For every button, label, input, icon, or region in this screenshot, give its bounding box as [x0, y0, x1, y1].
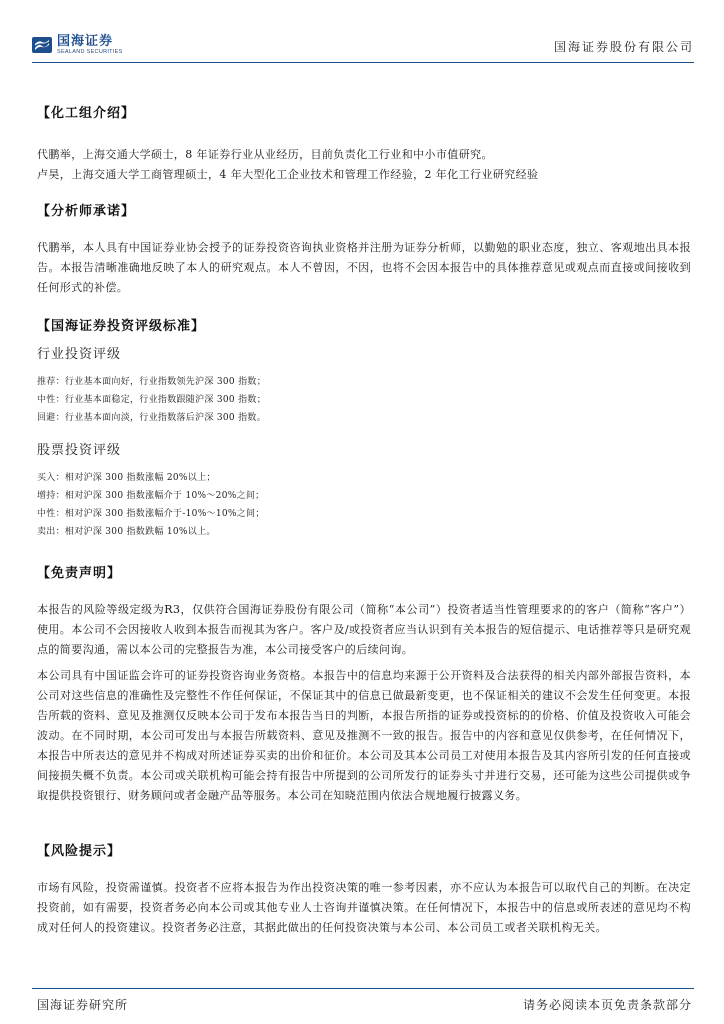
- sealand-logo-icon: [32, 35, 52, 55]
- stock-rating-title: 股票投资评级: [37, 443, 122, 458]
- team-section-title: 【化工组介绍】: [37, 106, 136, 121]
- team-member: 卢昊，上海交通大学工商管理硕士，4 年大型化工企业技术和管理工作经验，2 年化工行业研究经验: [37, 168, 539, 181]
- commitment-text: 代鹏举，本人具有中国证券业协会授予的证券投资咨询执业资格并注册为证券分析师，以勤勉的职业态度，独立、客观地出具本报告。本报告清晰准确地反映了本人的研究观点。本人不曾因，不因，也将不会因本报告中的具体推荐意见或观点而直接或间接收到任何形式的补偿。: [37, 241, 691, 294]
- rating-section-title: 【国海证券投资评级标准】: [37, 319, 206, 334]
- commitment-section-title: 【分析师承诺】: [37, 204, 136, 219]
- industry-rating-item: 中性：行业基本面稳定，行业指数跟随沪深 300 指数；: [37, 395, 267, 405]
- company-logo: [32, 32, 123, 58]
- header-divider: [32, 62, 694, 63]
- footer-institute: 国海证券研究所: [37, 998, 129, 1012]
- risk-section-title: 【风险提示】: [37, 844, 122, 859]
- page-header: [32, 30, 694, 62]
- team-members: [37, 145, 691, 185]
- stock-rating-item: 增持：相对沪深 300 指数涨幅介于 10%～20%之间；: [37, 491, 265, 501]
- footer-disclaimer-notice: 请务必阅读本页免责条款部分: [522, 998, 692, 1012]
- stock-rating-item: 买入：相对沪深 300 指数涨幅 20%以上；: [37, 473, 216, 483]
- industry-rating-title: 行业投资评级: [37, 347, 122, 362]
- industry-rating-item: 推荐：行业基本面向好，行业指数领先沪深 300 指数；: [37, 377, 267, 387]
- header-company-name: 国海证券股份有限公司: [553, 40, 694, 54]
- team-member: 代鹏举，上海交通大学硕士，8 年证券行业从业经历，目前负责化工行业和中小市值研究。: [37, 148, 493, 161]
- stock-rating-item: 卖出：相对沪深 300 指数跌幅 10%以上。: [37, 527, 216, 537]
- stock-rating-item: 中性：相对沪深 300 指数涨幅介于-10%～10%之间；: [37, 509, 265, 519]
- logo-english-name: SEALAND SECURITIES: [57, 48, 123, 55]
- industry-rating-list: [37, 373, 691, 427]
- footer-divider: [32, 988, 694, 989]
- disclaimer-paragraph-1: 本报告的风险等级定级为R3，仅供符合国海证券股份有限公司（简称“本公司”）投资者适当性管理要求的的客户（简称“客户”）使用。本公司不会因接收人收到本报告而视其为客户。客户及/或投资者应当认识到有关本报告的短信提示、电话推荐等只是研究观点的简要沟通，需以本公司的完整报告为准，本公司接受客户的后续问询。: [37, 603, 691, 656]
- industry-rating-item: 回避：行业基本面向淡，行业指数落后沪深 300 指数。: [37, 413, 267, 423]
- disclaimer-section-title: 【免责声明】: [37, 566, 122, 581]
- logo-chinese-name: 国海证券: [57, 33, 114, 49]
- risk-text: 市场有风险，投资需谨慎。投资者不应将本报告为作出投资决策的唯一参考因素，亦不应认为本报告可以取代自己的判断。在决定投资前，如有需要，投资者务必向本公司或其他专业人士咨询并谨慎决策。在任何情况下，本报告中的信息或所表述的意见均不构成对任何人的投资建议。投资者务必注意，其据此做出的任何投资决策与本公司、本公司员工或者关联机构无关。: [37, 881, 691, 934]
- disclaimer-paragraph-2: 本公司具有中国证监会许可的证券投资咨询业务资格。本报告中的信息均来源于公开资料及合法获得的相关内部外部报告资料，本公司对这些信息的准确性及完整性不作任何保证，不保证其中的信息已做最新变更，也不保证相关的建议不会发生任何变更。本报告所载的资料、意见及推测仅反映本公司于发布本报告当日的判断，本报告所指的证券或投资标的的价格、价值及投资收入可能会波动。在不同时期，本公司可发出与本报告所载资料、意见及推测不一致的报告。报告中的内容和意见仅供参考，在任何情况下，本报告中所表达的意见并不构成对所述证券买卖的出价和征价。本公司及其本公司员工对使用本报告及其内容所引发的任何直接或间接损失概不负责。本公司或关联机构可能会持有报告中所提到的公司所发行的证券头寸并进行交易，还可能为这些公司提供或争取提供投资银行、财务顾问或者金融产品等服务。本公司在知晓范围内依法合规地履行披露义务。: [37, 669, 691, 802]
- stock-rating-list: [37, 469, 691, 541]
